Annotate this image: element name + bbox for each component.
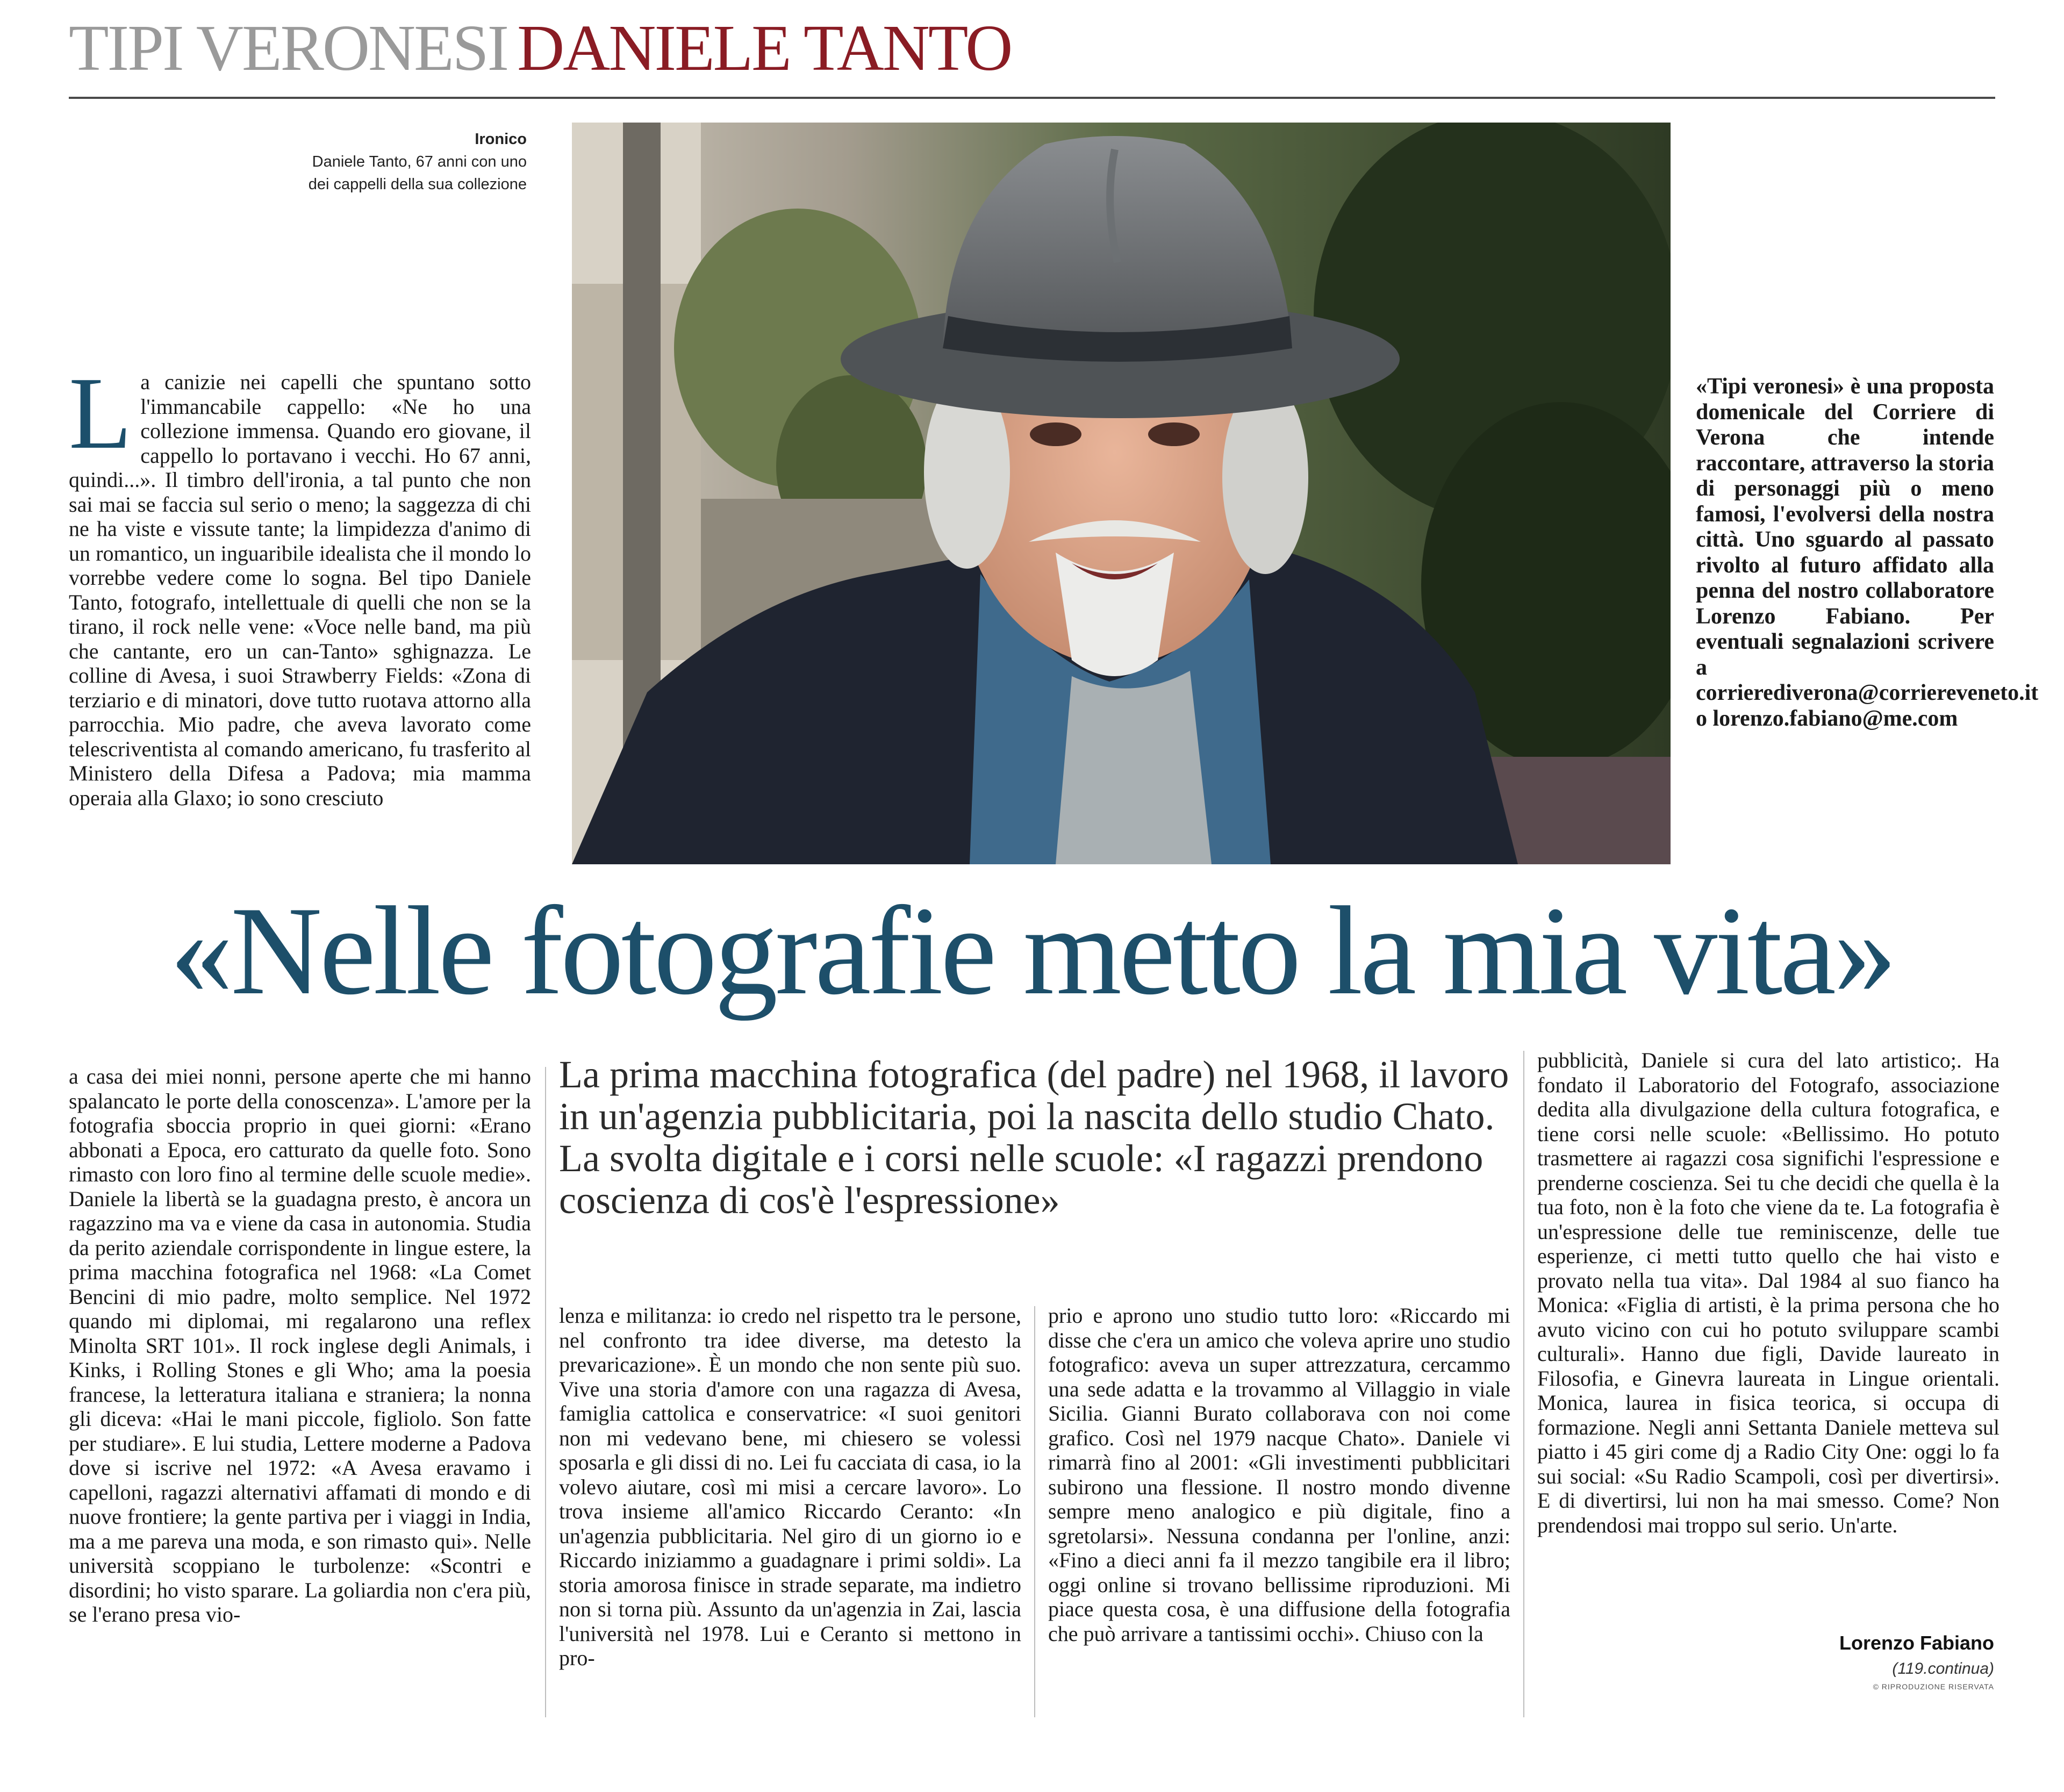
body-column-2: lenza e militanza: io credo nel rispetto tra le persone, nel confronto tra idee diverse, ma detesto la prevaricazione». È un mondo che non sente più suo. Vive una storia d'amore con una ragazza di Avesa, famiglia cattolica e conservatrice: «I suoi genitori non mi vedevano bene, mi chiesero se volessi sposarla e gli dissi di no. Lei fu cacciata di casa, io la volevo aiutare, così mi misi a cercare lavoro». Lo trova insieme all'amico Riccardo Ceranto: «In un'agenzia pubblicitaria. Nel giro di un giorno io e Riccardo iniziammo a guadagnare i primi soldi». La storia amorosa finisce in strade separate, ma indietro non si torna più. Assunto da un'agenzia in Zai, lascia l'università nel 1978. Lui e Ceranto si mettono in pro- [559, 1303, 1021, 1670]
profile-name: DANIELE TANTO [517, 12, 1012, 84]
body-column-4: pubblicità, Daniele si cura del lato artistico;. Ha fondato il Laboratorio del Fotografo, associazione dedita alla divulgazione della cultura fotografica, e tiene corsi nelle scuole: «Bellissimo. Ho potuto trasmettere ai ragazzi cosa significhi l'espressione e prenderne coscienza. Sei tu che decidi che quella è la tua foto, non è la foto che viene da te. La fotografia è un'espressione delle tue reminiscenze, delle tue esperienze, ci metti tutto quello che hai visto e provato nella tua vita». Dal 1984 al suo fianco ha Monica: «Figlia di artisti, è la prima persona che ho avuto vicino con cui ho potuto sviluppare scambi culturali». Hanno due figli, Davide laureato in Filosofia, e Ginevra laureata in Lingue orientali. Monica, laurea in fisica teorica, si occupa di formazione. Negli anni Settanta Daniele metteva sul piatto i 45 giri come dj a Radio City One: oggi lo fa sui social: «Su Radio Scampoli, così per divertirsi». E di divertirsi, lui non ha mai smesso. Come? Non prendendosi mai troppo sul serio. Un'arte. [1537, 1048, 2000, 1537]
author-byline: Lorenzo Fabiano [1839, 1632, 1994, 1654]
caption-title: Ironico [475, 131, 527, 148]
lead-text: a canizie nei capelli che spuntano sotto l'immancabile cappello: «Ne ho una collezione immensa. Quando ero giovane, il cappello lo portavano i vecchi. Ho 67 anni, quindi...». Il timbro dell'ironia, a tal punto che non sai mai se faccia sul serio o meno; la saggezza di chi ne ha viste e vissute tante; la limpidezza d'animo di un romantico, un inguaribile idealista che il mondo lo vorrebbe vedere come lo sogna. Bel tipo Daniele Tanto, fotografo, intellettuale di quelli che non se la tirano, il rock nelle vene: «Voce nelle band, ma più che cantante, ero un can-Tanto» sghignazza. Le colline di Avesa, i suoi Strawberry Fields: «Zona di terziario e di minatori, dove tutto ruotava attorno alla parrocchia. Mio padre, che aveva lavorato come telescriventista al comando americano, fu trasferito al Ministero della Difesa a Padova; mia mamma operaia alla Glaxo; io sono cresciuto [69, 370, 531, 810]
column-divider [545, 1067, 546, 1717]
column-divider [1034, 1306, 1035, 1717]
drop-cap: L [69, 370, 132, 470]
body-column-1: a casa dei miei nonni, persone aperte che mi hanno spalancato le porte della conoscenza». L'amore per la fotografia sboccia proprio in quei giorni: «Erano abbonati a Epoca, ero catturato da quelle foto. Sono rimasto con loro fino al termine delle scuole medie». Daniele la libertà se la guadagna presto, è ancora un ragazzino ma va e viene da casa in autonomia. Studia da perito aziendale corrispondente in lingue estere, la prima macchina fotografica nel 1968: «La Comet Bencini di mio padre, molto semplice. Nel 1972 quando mi diplomai, mi regalarono una reflex Minolta SRT 101». Il rock inglese degli Animals, i Kinks, i Rolling Stones e gli Who; ama la poesia francese, la letteratura italiana e straniera; la nonna gli diceva: «Hai le mani piccole, figliolo. Son fatte per studiare». E lui studia, Lettere moderne a Padova dove si iscrive nel 1972: «A Avesa eravamo i capelloni, ragazzi alternativi affamati di mondo e di nuove frontiere; la gente partiva per i viaggi in India, ma a me pareva una moda, e son rimasto qui». Nelle università scoppiano le turbolenze: «Scontri e disordini; ho visto sparare. La goliardia non c'era più, se l'erano presa vio- [69, 1064, 531, 1626]
column-divider [1523, 1051, 1524, 1717]
lead-column [69, 370, 531, 864]
photo-caption [301, 128, 527, 196]
body-column-3: prio e aprono uno studio tutto loro: «Riccardo mi disse che c'era un amico che voleva aprire uno studio fotografico: aveva un super attrezzatura, cercammo una sede adatta e la trovammo al Villaggio in viale Sicilia. Gianni Burato collaborava con noi come grafico. Così nel 1979 nacque Chato». Daniele vi rimarrà fino al 2001: «Gli investimenti pubblicitari subirono una flessione. Il nostro mondo divenne sempre meno analogico e più digitale, fino a sgretolarsi». Nessuna condanna per l'online, anzi: «Fino a dieci anni fa il mezzo tangibile era il libro; oggi online si trovano bellissime riproduzioni. Mi piace questa cosa, è una diffusione della fotografia che può arrivare a tantissimi occhi». Chiuso con la [1048, 1303, 1510, 1646]
series-sidebar: «Tipi veronesi» è una proposta domenicale del Corriere di Verona che intende raccontare, attraverso la storia di personaggi più o meno famosi, l'evolversi della nostra città. Uno sguardo al passato rivolto al futuro affidato alla penna del nostro collaboratore Lorenzo Fabiano. Per eventuali segnalazioni scrivere a corrierediverona@corriereveneto.it o lorenzo.fabiano@me.com [1696, 374, 2039, 731]
headline: «Nelle fotografie metto la mia vita» [169, 881, 1894, 1021]
header-rule [69, 97, 1995, 99]
deck-subheadline: La prima macchina fotografica (del padre) nel 1968, il lavoro in un'agenzia pubblicitaria, poi la nascita dello studio Chato. La svolta digitale e i corsi nelle scuole: «I ragazzi prendono coscienza di cos'è l'espressione» [559, 1053, 1509, 1222]
section-kicker: TIPI VERONESI [69, 12, 508, 84]
rights-notice: © RIPRODUZIONE RISERVATA [1873, 1682, 1994, 1691]
series-number: (119.continua) [1892, 1660, 1994, 1678]
section-header [69, 11, 1011, 97]
caption-text: Daniele Tanto, 67 anni con uno dei cappelli della sua collezione [308, 153, 527, 193]
portrait-photo [572, 123, 1671, 864]
